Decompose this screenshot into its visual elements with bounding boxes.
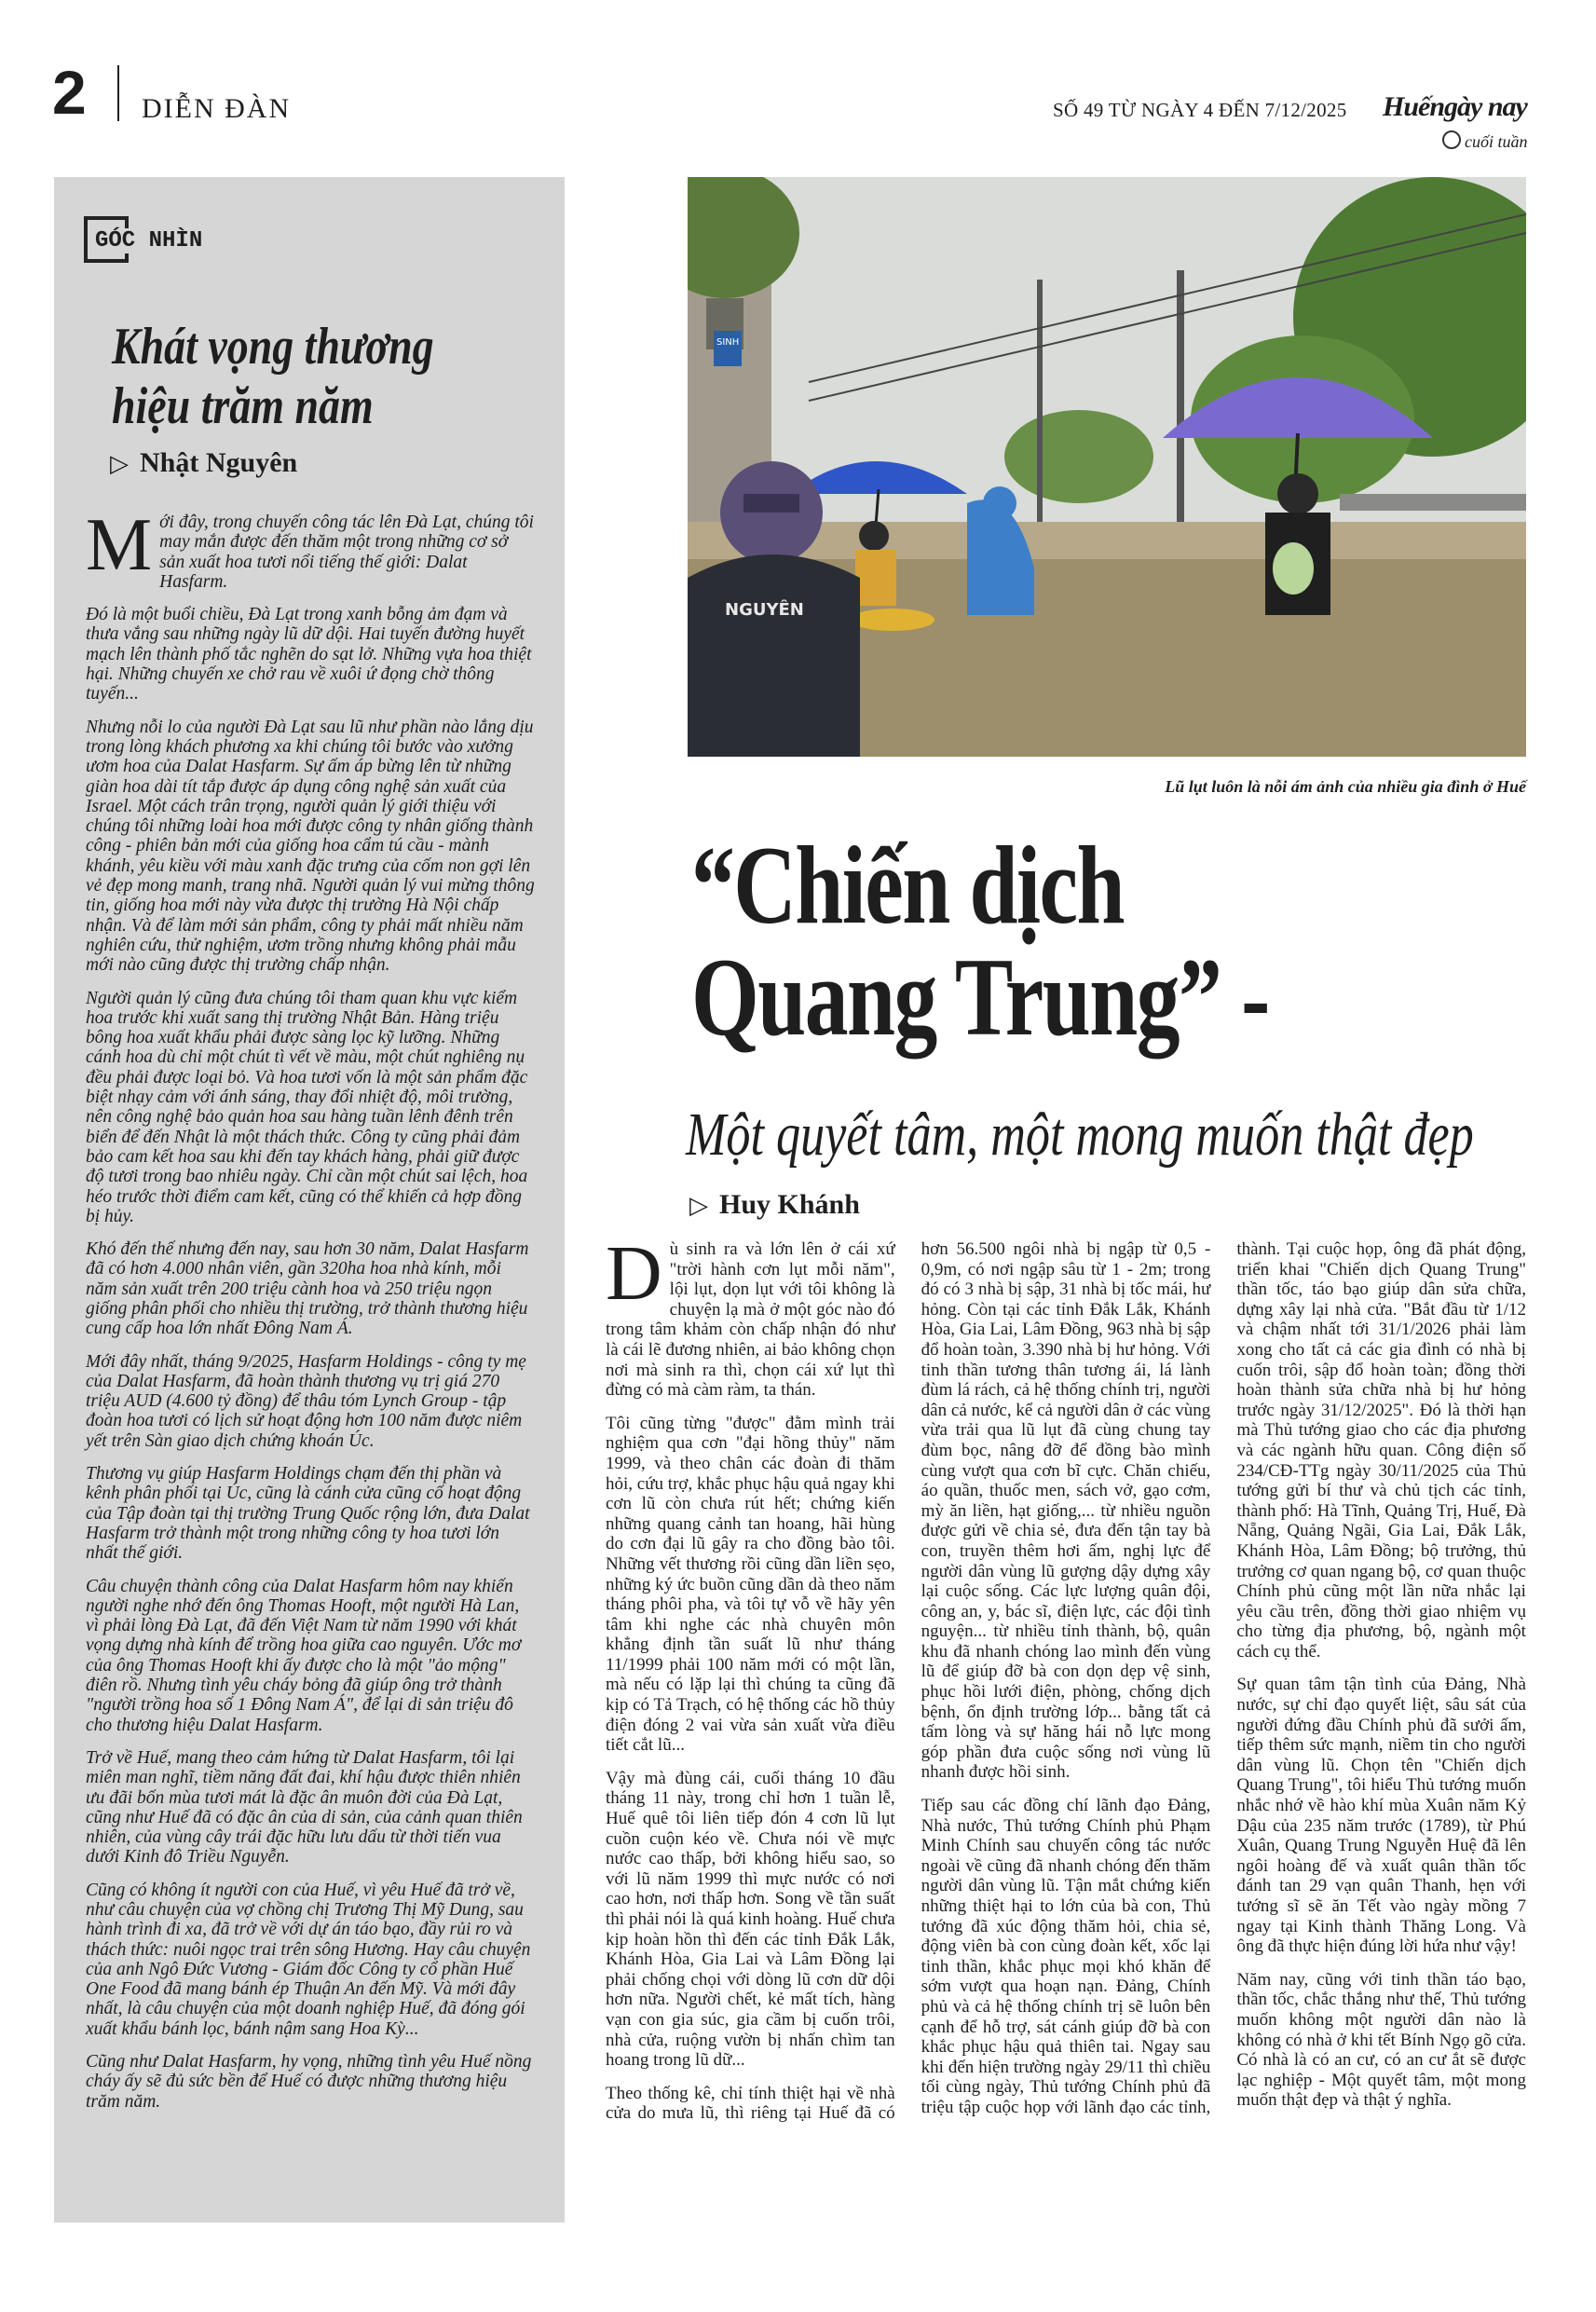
article-paragraph: Tiếp sau các đồng chí lãnh đạo Đảng, Nhà nước, Thủ tướng Chính phủ Phạm Minh Chính sau chuyến công tác nước ngoài về cũng đã nhanh chóng đến thăm người dân vùng lũ. Tận mắt chứng kiến những thiệt hại to lớn của bà con, Thủ tướng đã xúc động thăm hỏi, chia sẻ, động viên bà con cùng đoàn kết, xốc lại tinh thần, khắc phục mọi khó khăn để sớm vượt qua hoạn nạn. Đảng, Chính phủ và cả hệ thống chính trị sẽ luôn bên cạnh để hỗ trợ, sát cánh giúp đỡ bà con khắc phục hậu quả thiên tai. Ngay sau khi đến hiện trường ngày 29/11 thì chiều tối cùng ngày, Thủ tướng Chính phủ đã triệu tập cuộc họp với lãnh đạo các tỉnh, thành. Tại cuộc họp, ông đã phát động, triển khai "Chiến dịch Quang Trung" thần tốc, táo bạo giúp dân sửa chữa, dựng xây lại nhà cửa. "Bắt đầu từ 1/12 và chậm nhất tới 31/1/2026 phải làm xong cho tất cả các gia đình có nhà bị cuốn trôi, sập đổ hoàn toàn; đồng thời hoàn thành sửa chữa nhà bị hư hỏng trước ngày 31/12/2025". Đó là thời hạn mà Thủ tướng giao cho các địa phương và các ngành hữu quan. Công điện số 234/CĐ-TTg ngày 30/11/2025 của Thủ tướng gửi bí thư và chủ tịch các tỉnh, thành phố: Hà Tĩnh, Quảng Trị, Huế, Đà Nẵng, Quảng Ngãi, Gia Lai, Đắk Lắk, Khánh Hòa, Lâm Đồng; bộ trưởng, thủ trưởng cơ quan ngang bộ, cơ quan thuộc Chính phủ cũng một lần nữa nhắc lại yêu cầu trên, đồng thời giao nhiệm vụ cho từng địa phương, bộ, ngành một cách cụ thể. (921, 1239, 1526, 2117)
article-paragraph: Năm nay, cũng với tinh thần táo bạo, thần tốc, chắc thắng như thế, Thủ tướng muốn không một người dân nào là không có nhà ở khi tết Bính Ngọ gõ cửa. Có nhà là có an cư, có an cư ắt sẽ được lạc nghiệp - Một quyết tâm, một mong muốn thật đẹp và thật ý nghĩa. (1236, 1969, 1526, 2111)
article-paragraph: Theo thống kê, chỉ tính thiệt hại về nhà cửa do mưa lũ, thì riêng tại Huế đã có hơn 56.500 ngôi nhà bị ngập từ 0,5 - 0,9m, có nơi ngập sâu từ 1 - 2m; trong đó có 3 nhà bị sập, 31 nhà bị tốc mái, hư hỏng. Còn tại các tỉnh Đắk Lắk, Khánh Hòa, Gia Lai, Lâm Đồng, 963 nhà bị sập đổ hoàn toàn, 3.390 nhà bị hư hỏng. Với tinh thần tương thân tương ái, lá lành đùm lá rách, cả hệ thống chính trị, người dân cả nước, kể cả người dân ở các vùng vừa trải qua lũ lụt đã cùng chung tay đùm bọc, nâng đỡ để đồng bào mình cùng vượt qua cơn bĩ cực. Chăn chiếu, áo quần, thuốc men, sách vở, gạo cơm, mỳ ăn liền, hạt giống,... từ nhiều nguồn được gửi về chia sẻ, đưa đến tận tay bà con, truyền thêm hơi ấm, nghị lực để người dân vùng lũ gượng dậy dựng xây lại cuộc sống. Các lực lượng quân đội, công an, y, bác sĩ, điện lực, các đội tình nguyện... từ nhiều tỉnh thành, bộ, quân khu đã nhanh chóng lao mình đến vùng lũ để giúp đỡ bà con dọn dẹp vệ sinh, phục hồi lưới điện, phòng, chống dịch bệnh, ổn định trường lớp... bằng tất cả tấm lòng và sự hăng hái nỗ lực mong góp phần đưa cuộc sống nơi vùng lũ nhanh được hồi sinh. (606, 1239, 1211, 2124)
sidebar-paragraph: Câu chuyện thành công của Dalat Hasfarm hôm nay khiến người nghe nhớ đến ông Thomas Hooft, một người Hà Lan, vì phải lòng Đà Lạt, đã đến Việt Nam từ năm 1990 với khát vọng dựng nhà kính để trồng hoa giữa cao nguyên. Ước mơ của ông Thomas Hooft khi ấy được cho là một "ảo mộng" điên rồ. Nhưng tình yêu cháy bỏng đã giúp ông trở thành "người trồng hoa số 1 Đông Nam Á", để lại di sản triệu đô cho thương hiệu Dalat Hasfarm. (86, 1576, 522, 1735)
issue-info: SỐ 49 TỪ NGÀY 4 ĐẾN 7/12/2025 (1053, 99, 1347, 121)
sidebar-paragraph: Cũng có không ít người con của Huế, vì yêu Huế đã trở về, như câu chuyện của vợ chồng chị Trương Thị Mỹ Dung, sau hành trình đi xa, đã trở về với dự án táo bạo, đầy rủi ro và thách thức: nuôi ngọc trai trên sông Hương. Hay câu chuyện của anh Ngô Đức Vương - Giám đốc Công ty cổ phần Huế One Food đã mang bánh ép Thuận An đến Mỹ. Và mới đây nhất, là câu chuyện của một doanh nghiệp Huế, đã đóng gói xuất khẩu bánh lọc, bánh nậm sang Hoa Kỳ... (86, 1880, 531, 2039)
photo-caption: Lũ lụt luôn là nỗi ám ảnh của nhiều gia đình ở Huế (1165, 777, 1526, 796)
sidebar-column (54, 177, 565, 2223)
brand-logo: Huếngày nay (1383, 91, 1527, 122)
svg-text:NGUYÊN: NGUYÊN (725, 600, 804, 620)
article-paragraph: Tôi cũng từng "được" đằm mình trải nghiệm qua cơn "đại hồng thủy" năm 1999, và theo chân các đoàn đi thăm hỏi, cứu trợ, khắc phục hậu quả ngay khi cơn lũ còn chưa rút hết; chứng kiến những quang cảnh tan hoang, hãi hùng do cơn đại lũ gây ra cho đồng bào tôi. Những vết thương rồi cũng dần liền sẹo, những ký ức buồn cũng dần dà theo năm tháng phôi pha, và tôi tự vỗ về hãy yên tâm khi nghe các nhà chuyên môn khẳng định tần suất lũ như tháng 11/1999 phải 100 năm mới có một lần, mà nếu có lặp lại thì chúng ta cũng đã kịp có Tả Trạch, có hệ thống các hồ thủy điện đóng 2 vai vừa sản xuất vừa điều tiết cắt lũ... (606, 1413, 895, 1756)
header-divider (117, 65, 119, 121)
article-author: ▷ Huy Khánh (689, 1189, 860, 1221)
sidebar-paragraph: Đó là một buổi chiều, Đà Lạt trong xanh bỗng ảm đạm và thưa vắng sau những ngày lũ dữ dội. Hai tuyến đường huyết mạch lên thành phố tắc nghẽn do sạt lở. Những vựa hoa thiệt hại. Những chuyến xe chở rau về xuôi ứ đọng chờ thông tuyến... (86, 605, 532, 705)
sidebar-paragraph: Cũng như Dalat Hasfarm, hy vọng, những tình yêu Huế nồng cháy ấy sẽ đủ sức bền để Huế có được những thương hiệu trăm năm. (86, 2052, 532, 2112)
article-body (606, 1230, 1526, 2237)
brand-subtitle: cuối tuần (1442, 130, 1528, 152)
sidebar-paragraph: Thương vụ giúp Hasfarm Holdings chạm đến thị phần và kênh phân phối tại Úc, cũng là cánh cửa cũng cố hoạt động của Tập đoàn tại thị trường Trung Quốc rộng lớn, đưa Dalat Hasfarm trở thành một trong những công ty hoa tươi lớn nhất thế giới. (86, 1464, 530, 1564)
sidebar-paragraph: Khó đến thế nhưng đến nay, sau hơn 30 năm, Dalat Hasfarm đã có hơn 4.000 nhân viên, gần 320ha hoa nhà kính, mỗi năm sản xuất trên 200 triệu cành hoa và 250 triệu ngọn giống phân phối cho nhiều thị trường, trở thành thương hiệu cung cấp hoa lớn nhất Đông Nam Á. (86, 1239, 529, 1339)
sidebar-paragraph: Nhưng nỗi lo của người Đà Lạt sau lũ như phần nào lắng dịu trong lòng khách phương xa khi chúng tôi bước vào xưởng ươm hoa của Dalat Hasfarm. Sự ấm áp bừng lên từ những giàn hoa dài tít tắp được áp dụng công nghệ sản xuất của Israel. Một cách trân trọng, người quản lý giới thiệu với chúng tôi những loài hoa mới được công ty nhân giống thành công - phiên bản mới của giống hoa cẩm tú cầu - mành khánh, yêu kiều với màu xanh đặc trưng của cốm non gợi lên vẻ đẹp mong manh, trang nhã. Người quản lý vui mừng thông tin, giống hoa mới này vừa được thị trường Hà Nội chấp nhận. Và để làm mới sản phẩm, công ty phải mất nhiều năm nghiên cứu, thử nghiệm, ươm trồng nhưng không phải mẫu mới nào cũng được thị trường chấp nhận. (86, 717, 535, 976)
article-paragraph: Sự quan tâm tận tình của Đảng, Nhà nước, sự chỉ đạo quyết liệt, sâu sát của người đứng đầu Chính phủ đã sưởi ấm, tiếp thêm sức mạnh, niềm tin cho người dân vùng lũ. Chọn tên "Chiến dịch Quang Trung", tôi hiểu Thủ tướng muốn nhắc nhớ về hào khí mùa Xuân năm Kỷ Dậu của 235 năm trước (1789), từ Phú Xuân, Quang Trung Nguyễn Huệ đã lên ngôi hoàng đế và xuất quân thần tốc đánh tan 29 vạn quân Thanh, hẹn với tướng sĩ sẽ ăn Tết vào ngày mồng 7 ngay tại Kinh thành Thăng Long. Và ông đã thực hiện đúng lời hứa như vậy! (1236, 1675, 1526, 1957)
sidebar-paragraph: Mới đây nhất, tháng 9/2025, Hasfarm Holdings - công ty mẹ của Dalat Hasfarm, đã hoàn thành thương vụ trị giá 270 triệu AUD (4.600 tỷ đồng) để thâu tóm Lynch Group - tập đoàn hoa tươi có lịch sử hoạt động hơn 100 năm được niêm yết trên Sàn giao dịch chứng khoán Úc. (86, 1351, 526, 1451)
page-number: 2 (52, 58, 87, 127)
flood-photo (688, 177, 1526, 757)
article-subhead: Một quyết tâm, một mong muốn thật đẹp (686, 1101, 1474, 1169)
sidebar-title: Khát vọng thương hiệu trăm năm (112, 318, 434, 435)
sidebar-author: ▷ Nhật Nguyên (110, 447, 297, 479)
sidebar-paragraph: Người quản lý cũng đưa chúng tôi tham quan khu vực kiểm hoa trước khi xuất sang thị trường Nhật Bản. Hàng triệu bông hoa xuất khẩu phải được sàng lọc kỹ lưỡng. Những cánh hoa dù chỉ một chút tì vết về màu, một chút nghiêng nụ đều phải được loại bỏ. Và hoa tươi vốn là một sản phẩm đặc biệt nhạy cảm với ánh sáng, thay đổi nhiệt độ, môi trường, nên công nghệ bảo quản hoa sau hàng tuần lênh đênh trên biển để đến Nhật là một thách thức. Công ty cũng phải đảm bảo cam kết hoa sau khi đến tay khách hàng, phải giữ được độ tươi trong bao nhiêu ngày. Chỉ cần một chút sai lệch, hoa héo trước thời điểm cam kết, cũng có thể khiến cả hợp đồng bị hủy. (86, 988, 528, 1226)
column-label: GÓC NHÌN (95, 228, 206, 253)
sidebar-paragraph: Mới đây, trong chuyến công tác lên Đà Lạt, chúng tôi may mắn được đến thăm một trong những cơ sở sản xuất hoa tươi nổi tiếng thế giới: Dalat Hasfarm. (86, 504, 534, 592)
section-label: DIỄN ĐÀN (142, 93, 292, 124)
article-paragraph: Vậy mà đùng cái, cuối tháng 10 đầu tháng 11 này, trong chỉ hơn 1 tuần lễ, Huế quê tôi liên tiếp đón 4 cơn lũ lụt cuồn cuộn kéo về. Chưa nói về mực nước cao thấp, bởi không hiểu sao, so với lũ năm 1999 thì mực nước có nơi cao hơn, nơi thấp hơn. Song về tần suất thì phải nói là quá kinh hoàng. Huế chưa kịp hoàn hồn thì đến các tỉnh Đắk Lắk, Khánh Hòa, Gia Lai và Lâm Đồng lại phải chống chọi với dòng lũ cơn dữ dội hơn nữa. Người chết, kẻ mất tích, hàng vạn con gia súc, gia cầm bị cuốn trôi, nhà cửa, ruộng vườn bị nhấn chìm tan hoang trong lũ dữ... (606, 1768, 895, 2071)
article-headline: “Chiến dịch Quang Trung” - (691, 823, 1269, 1059)
article-paragraph: Dù sinh ra và lớn lên ở cái xứ "trời hành cơn lụt mỗi năm", lội lụt, dọn lụt với tôi không là chuyện lạ mà ở một góc nào đó trong tâm khảm còn chấp nhận đó như là cái lẽ đương nhiên, ai bảo không chọn nơi mà sinh ra thì, chọn cái xứ lụt thì đừng có mà càm ràm, ta thán. (606, 1230, 895, 1401)
sidebar-paragraph: Trở về Huế, mang theo cảm hứng từ Dalat Hasfarm, tôi lại miên man nghĩ, tiềm năng đất đai, khí hậu được thiên nhiên ưu đãi bốn mùa tươi mát là đặc ân muôn đời của Đà Lạt, cũng như Huế đã có đặc ân của di sản, của cảnh quan thiên nhiên, của vùng cây trái đặc hữu lưu dấu từ thời tiến vua dưới Kinh đô Triều Nguyễn. (86, 1747, 523, 1867)
flood-scene (688, 177, 1526, 757)
svg-text:SINH: SINH (716, 337, 740, 348)
sidebar-body (86, 504, 535, 2125)
